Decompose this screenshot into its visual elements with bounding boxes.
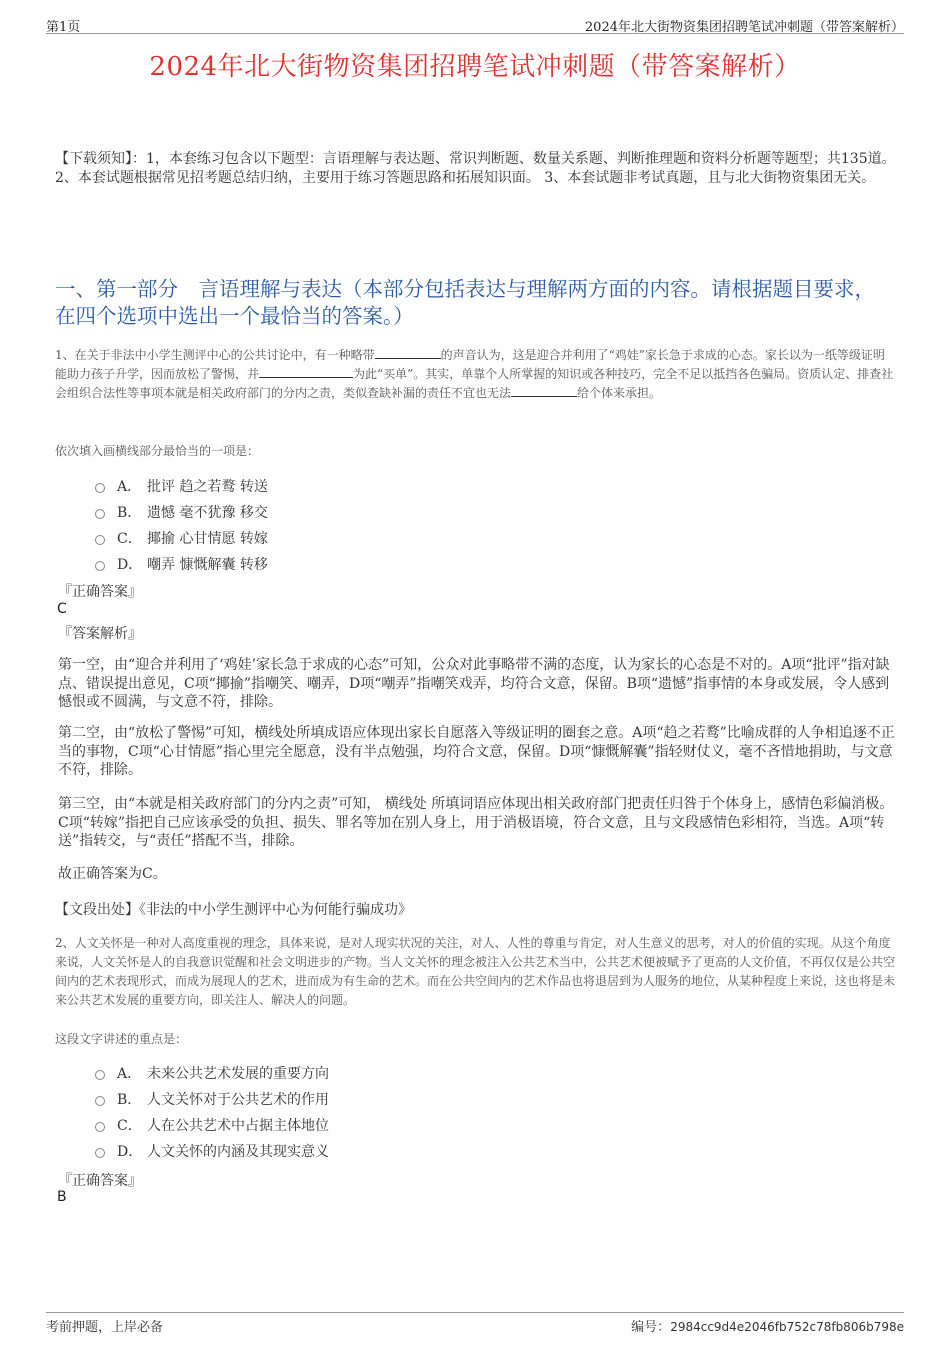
question-2-prompt: 这段文字讲述的重点是： <box>55 1032 188 1046</box>
correct-answer: C <box>57 601 67 617</box>
correct-answer-label: 『正确答案』 <box>58 1173 142 1189</box>
radio-icon[interactable] <box>95 483 105 493</box>
option-text: 人在公共艺术中占据主体地位 <box>147 1118 329 1134</box>
option-letter: D． <box>117 557 143 573</box>
option-b[interactable] <box>95 1086 495 1112</box>
radio-icon[interactable] <box>95 561 105 571</box>
option-text: 未来公共艺术发展的重要方向 <box>147 1066 329 1082</box>
footer-code <box>631 1316 904 1335</box>
radio-icon[interactable] <box>95 1096 105 1106</box>
fill-blank <box>511 385 577 397</box>
page-header <box>46 14 904 34</box>
option-letter: C． <box>117 531 142 547</box>
radio-icon[interactable] <box>95 1070 105 1080</box>
fill-blank <box>375 347 441 359</box>
radio-icon[interactable] <box>95 1122 105 1132</box>
option-text: 遗憾 毫不犹豫 移交 <box>147 505 268 521</box>
analysis-conclusion: 故正确答案为C。 <box>58 866 167 882</box>
footer-slogan: 考前押题，上岸必备 <box>46 1320 164 1335</box>
footer-code-label: 编号： <box>631 1320 671 1335</box>
option-letter: B． <box>117 505 142 521</box>
page-footer <box>46 1312 904 1334</box>
q1-text-part: 1、在关于非法中小学生测评中心的公共讨论中，有一种略带 <box>55 348 375 362</box>
option-letter: A． <box>117 479 142 495</box>
option-c[interactable] <box>95 1112 495 1138</box>
option-text: 揶揄 心甘情愿 转嫁 <box>147 531 268 547</box>
analysis-label: 『答案解析』 <box>58 626 142 642</box>
page-number: 第1页 <box>46 20 81 35</box>
fill-blank <box>259 366 353 378</box>
option-letter: C． <box>117 1118 142 1134</box>
q1-text-part: 为此“买单”。其实，单靠个人所掌握的知识或各种技巧，完全不足以抵挡各色骗局。资质认定、排查社会组织合法性等事项本就是相关政府部门的分内之责，类似查缺补漏的责任不宜也无法 <box>55 367 894 400</box>
header-doc-title: 2024年北大街物资集团招聘笔试冲刺题（带答案解析） <box>584 20 904 35</box>
analysis-paragraph-2: 第二空，由“放松了警惕”可知，横线处所填成语应体现出家长自愿落入等级证明的圈套之意。A项“趋之若鹜”比喻成群的人争相追逐不正当的事物，C项“心甘情愿”指心里完全愿意，没有半点勉强，均符合文意，保留。D项“慷慨解囊”指轻财仗义，毫不吝惜地捐助，与文意不符，排除。 <box>58 725 895 778</box>
option-letter: B． <box>117 1092 142 1108</box>
footer-code-value: 2984cc9d4e2046fb752c78fb806b798e <box>670 1320 904 1334</box>
option-c[interactable] <box>95 525 495 551</box>
option-text: 人文关怀对于公共艺术的作用 <box>147 1092 329 1108</box>
option-text: 人文关怀的内涵及其现实意义 <box>147 1144 329 1160</box>
question-1-options <box>95 473 495 577</box>
download-notice: 【下载须知】：1，本套练习包含以下题型：言语理解与表达题、常识判断题、数量关系题、判断推理题和资料分析题等题型；共135道。 2、本套试题根据常见招考题总结归纳，主要用于练习答题思路和拓展知识面。 3、本套试题非考试真题，且与北大街物资集团无关。 <box>55 151 896 186</box>
radio-icon[interactable] <box>95 1148 105 1158</box>
option-letter: A． <box>117 1066 142 1082</box>
option-text: 嘲弄 慷慨解囊 转移 <box>147 557 268 573</box>
option-a[interactable] <box>95 1060 495 1086</box>
q1-text-part: 给个体来承担。 <box>577 386 662 400</box>
option-letter: D． <box>117 1144 143 1160</box>
correct-answer: B <box>57 1189 67 1205</box>
q1-text-part: 的声音认为，这是迎合并利用了“鸡娃”家长急于求成的心态。家长以为一纸等级证明能助力孩子升学，因而放松了警惕，并 <box>55 348 885 381</box>
analysis-paragraph-1: 第一空，由“迎合并利用了‘鸡娃’家长急于求成的心态”可知，公众对此事略带不满的态度，认为家长的心态是不对的。A项“批评”指对缺点、错误提出意见，C项“揶揄”指嘲笑、嘲弄，D项“嘲弄”指嘲笑戏弄，均符合文意，保留。B项“遗憾”指事情的本身或发展，令人感到憾恨或不圆满，与文意不符，排除。 <box>58 657 890 710</box>
radio-icon[interactable] <box>95 509 105 519</box>
section-title: 一、第一部分 言语理解与表达（本部分包括表达与理解两方面的内容。请根据题目要求，在四个选项中选出一个最恰当的答案。） <box>55 277 875 328</box>
document-title: 2024年北大街物资集团招聘笔试冲刺题（带答案解析） <box>149 52 801 82</box>
question-2-options <box>95 1060 495 1164</box>
radio-icon[interactable] <box>95 535 105 545</box>
question-1-text <box>55 346 895 403</box>
option-b[interactable] <box>95 499 495 525</box>
option-a[interactable] <box>95 473 495 499</box>
option-d[interactable] <box>95 551 495 577</box>
analysis-paragraph-3: 第三空，由“本就是相关政府部门的分内之责”可知， 横线处 所填词语应体现出相关政府部门把责任归咎于个体身上，感情色彩偏消极。C项“转嫁”指把自己应该承受的负担、损失、罪名等加在别人身上，用于消极语境，符合文意，且与文段感情色彩相符，当选。A项“转送”指转交，与“责任”搭配不当，排除。 <box>58 796 894 849</box>
question-1-prompt: 依次填入画横线部分最恰当的一项是： <box>55 444 260 458</box>
option-text: 批评 趋之若鹜 转送 <box>147 479 268 495</box>
question-2-text: 2、人文关怀是一种对人高度重视的理念，具体来说，是对人现实状况的关注，对人、人性的尊重与肯定，对人生意义的思考，对人的价值的实现。从这个角度来说，人文关怀是人的自我意识觉醒和社会文明进步的产物。当人文关怀的理念被注入公共艺术当中，公共艺术便被赋予了更高的人文价值，不再仅仅是公共空间内的艺术表现形式，而成为展现人的艺术，进而成为有生命的艺术。而在公共空间内的艺术作品也将退居到为人服务的地位，从某种程度上来说，这也将是未来公共艺术发展的重要方向，即关注人、解决人的问题。 <box>55 936 896 1007</box>
correct-answer-label: 『正确答案』 <box>58 584 142 600</box>
option-d[interactable] <box>95 1138 495 1164</box>
source-citation: 【文段出处】《非法的中小学生测评中心为何能行骗成功》 <box>55 902 412 918</box>
